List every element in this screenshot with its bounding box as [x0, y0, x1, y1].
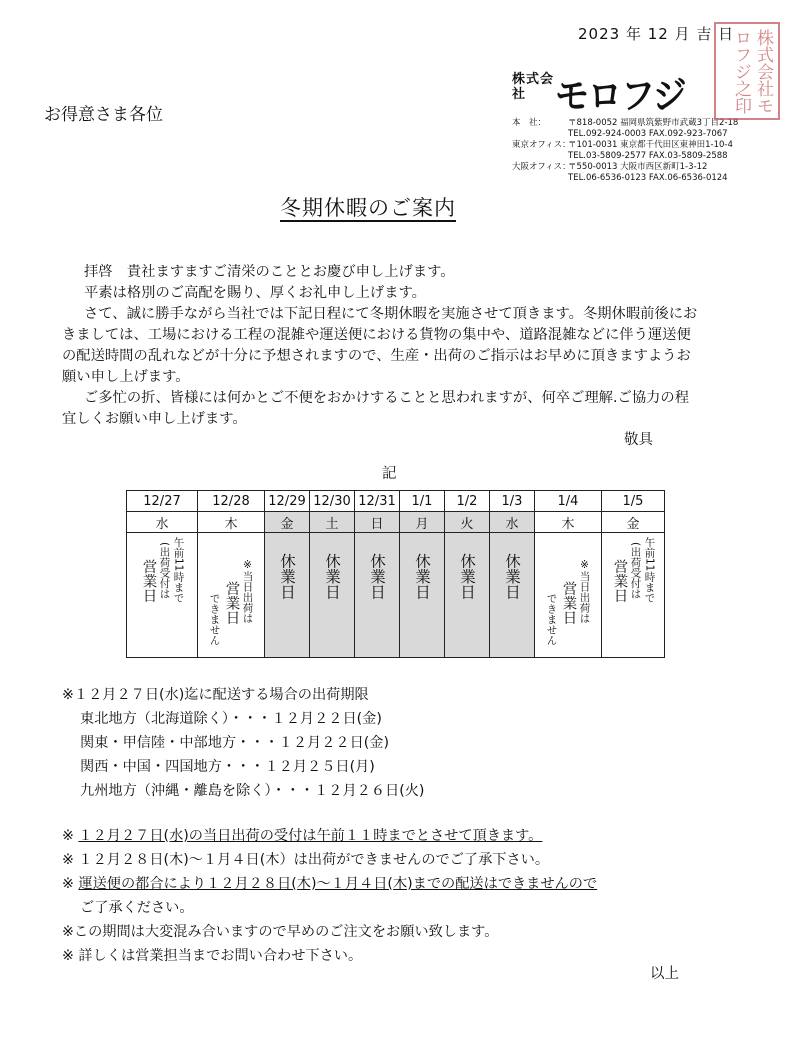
region-deadline: 九州地方（沖縄・離島を除く）・・・１２月２６日(火)	[80, 783, 425, 799]
date-cell: 12/29	[265, 491, 310, 512]
weekday-cell: 月	[400, 512, 445, 533]
weekday-cell: 木	[535, 512, 602, 533]
weekday-cell: 金	[265, 512, 310, 533]
company-prefix: 株式会社	[512, 72, 555, 102]
date-cell: 1/3	[490, 491, 535, 512]
date-cell: 12/30	[310, 491, 355, 512]
holiday-schedule-table	[126, 490, 665, 658]
shipping-deadline-notes	[62, 683, 742, 803]
ijou-end-marker: 以上	[650, 966, 679, 982]
addressee: お得意さま各位	[44, 105, 163, 125]
note-item: ※この期間は大変混み合いますので早めのご注文をお願い致します。	[62, 924, 499, 940]
status-cell-holiday: 休業日	[355, 533, 400, 658]
status-cell-holiday: 休業日	[400, 533, 445, 658]
document-title: 冬期休暇のご案内	[280, 196, 456, 220]
status-cell-holiday: 休業日	[445, 533, 490, 658]
date-cell: 1/5	[602, 491, 665, 512]
status-cell-business: 午前11時まで (出荷受付は 営業日	[602, 533, 665, 658]
company-addresses	[568, 118, 738, 184]
weekday-cell: 木	[198, 512, 265, 533]
greeting: 拝啓 貴社ますますご清栄のこととお慶び申し上げます。	[84, 264, 455, 280]
status-row	[127, 533, 665, 658]
address-line: 〒550-0013 大阪市西区新町1-3-12	[568, 162, 708, 172]
closing-keigu: 敬具	[624, 432, 653, 448]
address-heads: 本 社： 東京オフィス： 大阪オフィス：	[512, 118, 571, 172]
region-deadline: 東北地方（北海道除く）・・・１２月２２日(金)	[80, 711, 382, 727]
additional-notes	[62, 824, 742, 968]
body-paragraph: さて、誠に勝手ながら当社では下記日程にて冬期休暇を実施させて頂きます。冬期休暇前後におきましては、工場における工程の混雑や運送便における貨物の集中や、道路混雑などに伴う運送便の配送時間の乱れなどが十分に予想されますので、生産・出荷のご指示はお早めに頂きますようお願い申し上げます。	[62, 306, 698, 385]
status-cell-holiday: 休業日	[265, 533, 310, 658]
weekday-cell: 土	[310, 512, 355, 533]
date-cell: 12/27	[127, 491, 198, 512]
address-line: TEL.092-924-0003 FAX.092-923-7067	[568, 129, 728, 139]
status-cell-holiday: 休業日	[310, 533, 355, 658]
address-line: 〒818-0052 福岡県筑紫野市武蔵3丁目2-18	[568, 118, 739, 128]
document-date: 2023 年 12 月 吉 日	[578, 25, 735, 43]
status-cell-holiday: 休業日	[490, 533, 535, 658]
region-deadline: 関西・中国・四国地方・・・１２月２５日(月)	[80, 759, 375, 775]
body-paragraph: ご多忙の折、皆様には何かとご不便をおかけすることと思われますが、何卒ご理解.ご協力の程宜しくお願い申し上げます。	[62, 390, 690, 427]
address-line: 〒101-0031 東京都千代田区東神田1-10-4	[568, 140, 733, 150]
status-cell-business: 午前11時まで (出荷受付は 営業日	[127, 533, 198, 658]
address-line: TEL.06-6536-0123 FAX.06-6536-0124	[568, 173, 728, 183]
body-paragraph: 平素は格別のご高配を賜り、厚くお礼申し上げます。	[84, 285, 426, 301]
date-row	[127, 491, 665, 512]
weekday-cell: 火	[445, 512, 490, 533]
note-item: ※ １２月２８日(木)～１月４日(木）は出荷ができませんのでご了承下さい。	[62, 852, 550, 868]
note-item: ※ 詳しくは営業担当までお問い合わせ下さい。	[62, 948, 363, 964]
weekday-cell: 水	[490, 512, 535, 533]
weekday-cell: 金	[602, 512, 665, 533]
body-paragraphs	[62, 262, 702, 430]
date-cell: 1/4	[535, 491, 602, 512]
weekday-row	[127, 512, 665, 533]
date-cell: 1/1	[400, 491, 445, 512]
notes-heading: ※１２月２７日(水)迄に配送する場合の出荷期限	[62, 687, 369, 703]
status-cell-business: ※当日出荷は 営業日 できません	[535, 533, 602, 658]
date-cell: 12/28	[198, 491, 265, 512]
region-deadline: 関東・甲信陸・中部地方・・・１２月２２日(金)	[80, 735, 390, 751]
status-cell-business: ※当日出荷は 営業日 できません	[198, 533, 265, 658]
company-seal-stamp: 株式会社モロフジ之印	[714, 22, 780, 120]
ki-marker: 記	[382, 466, 397, 482]
company-logo-name: モロフジ	[555, 74, 686, 119]
note-item: ※ 運送便の都合により１２月２８日(木)～１月４日(木)までの配送はできませんので	[62, 876, 598, 892]
note-item: ※ １２月２７日(水)の当日出荷の受付は午前１１時までとさせて頂きます。	[62, 828, 543, 844]
note-item-continued: ご了承ください。	[80, 900, 194, 916]
weekday-cell: 水	[127, 512, 198, 533]
date-cell: 12/31	[355, 491, 400, 512]
date-cell: 1/2	[445, 491, 490, 512]
weekday-cell: 日	[355, 512, 400, 533]
address-line: TEL.03-5809-2577 FAX.03-5809-2588	[568, 151, 728, 161]
